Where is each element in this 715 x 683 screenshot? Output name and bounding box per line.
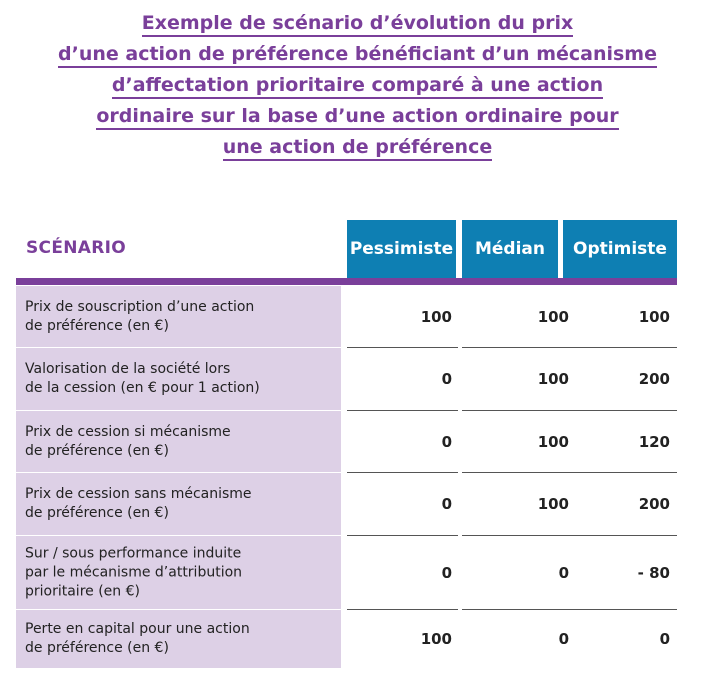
row-label-cell [16, 286, 341, 347]
title-line-2: d’une action de préférence bénéficiant d’un mécanisme [0, 41, 715, 72]
row-label-line: par le mécanisme d’attribution [25, 564, 243, 580]
row-label-line: de préférence (en €) [25, 640, 169, 656]
row-label-line: Prix de cession sans mécanisme [25, 486, 252, 502]
row-label-cell [16, 536, 341, 609]
row-label-cell [16, 473, 341, 535]
value-optimiste: 200 [638, 370, 670, 388]
column-header-pessimiste: Pessimiste [347, 220, 456, 278]
row-label-line: Perte en capital pour une action [25, 621, 250, 637]
row-separator [347, 535, 458, 536]
value-pessimiste: 100 [420, 630, 452, 648]
value-pessimiste: 100 [420, 307, 452, 326]
row-label-text [25, 485, 335, 523]
row-label-text [25, 423, 335, 461]
row-label-line: Prix de souscription d’une action [25, 298, 255, 315]
row-label-line: Prix de cession si mécanisme [25, 423, 231, 440]
row-label-line: de préférence (en €) [25, 317, 169, 334]
row-separator [347, 609, 458, 610]
row-label-line: de préférence (en €) [25, 442, 169, 459]
row-label-text [25, 544, 335, 601]
row-separator [462, 535, 568, 536]
row-separator [462, 410, 568, 411]
value-pessimiste: 0 [441, 563, 452, 582]
row-separator [563, 609, 677, 610]
document-title [0, 10, 715, 165]
column-header-optimiste: Optimiste [563, 220, 677, 278]
value-optimiste: 100 [638, 307, 670, 326]
value-optimiste: 120 [638, 432, 670, 451]
row-label-line: Valorisation de la société lors [25, 361, 231, 377]
title-line-3: d’affectation prioritaire comparé à une action [0, 72, 715, 103]
row-label-text [25, 360, 335, 398]
row-label-line: prioritaire (en €) [25, 583, 140, 599]
scenario-header-label: SCÉNARIO [26, 238, 126, 258]
row-label-cell [16, 411, 341, 472]
row-label-cell [16, 348, 341, 410]
row-label-line: de la cession (en € pour 1 action) [25, 380, 260, 396]
row-separator [462, 609, 568, 610]
value-median: 100 [537, 432, 569, 451]
title-line-5: une action de préférence [0, 134, 715, 165]
value-pessimiste: 0 [441, 432, 452, 451]
value-median: 100 [537, 307, 569, 326]
row-separator [563, 347, 677, 348]
row-separator [462, 347, 568, 348]
row-label-line: Sur / sous performance induite [25, 545, 242, 561]
row-separator [347, 347, 458, 348]
row-label-text [25, 298, 335, 336]
row-label-text [25, 620, 335, 658]
title-line-1: Exemple de scénario d’évolution du prix [0, 10, 715, 41]
row-label-line: de préférence (en €) [25, 505, 169, 521]
table-row [16, 411, 677, 472]
row-label-cell [16, 610, 341, 668]
row-separator [563, 535, 677, 536]
row-separator [563, 410, 677, 411]
column-header-median: Médian [462, 220, 558, 278]
value-optimiste: 0 [659, 630, 670, 648]
value-pessimiste: 0 [441, 495, 452, 513]
header-divider [16, 278, 677, 285]
row-separator [347, 472, 458, 473]
table-row [16, 473, 677, 535]
row-separator [462, 472, 568, 473]
value-optimiste: - 80 [637, 563, 670, 582]
table-row [16, 348, 677, 410]
row-separator [563, 472, 677, 473]
value-median: 100 [537, 370, 569, 388]
value-optimiste: 200 [638, 495, 670, 513]
value-median: 100 [537, 495, 569, 513]
title-line-4: ordinaire sur la base d’une action ordinaire pour [0, 103, 715, 134]
value-median: 0 [558, 630, 569, 648]
value-pessimiste: 0 [441, 370, 452, 388]
row-separator [347, 410, 458, 411]
table-row [16, 610, 677, 668]
table-row [16, 286, 677, 347]
table-row [16, 536, 677, 609]
value-median: 0 [558, 563, 569, 582]
